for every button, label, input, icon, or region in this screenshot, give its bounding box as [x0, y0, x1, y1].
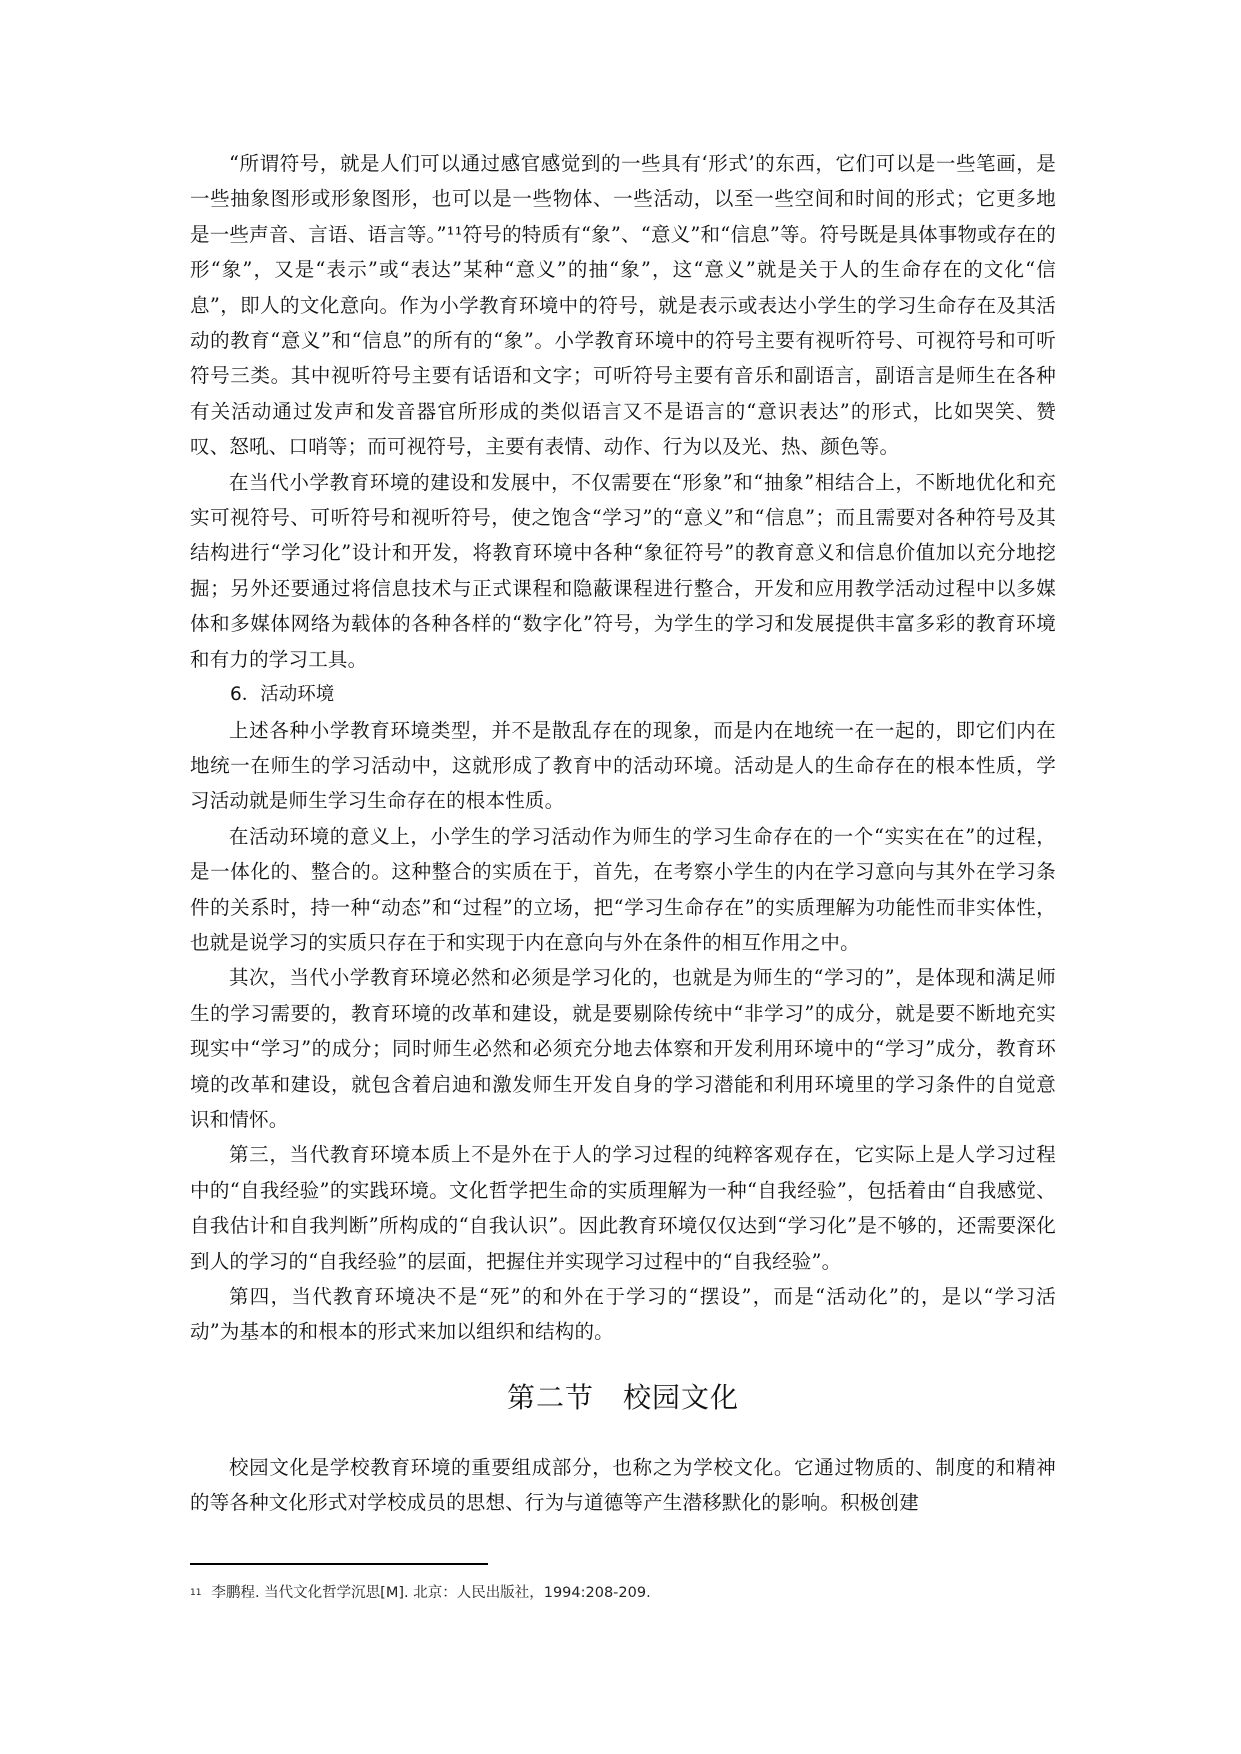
paragraph-activity-intro: 上述各种小学教育环境类型，并不是散乱存在的现象，而是内在地统一在一起的，即它们内在地统一在师生的学习活动中，这就形成了教育中的活动环境。活动是人的生命存在的根本性质，学习活动就是师生学习生命存在的根本性质。 [190, 718, 1056, 813]
paragraph-activity-fourth: 第四，当代教育环境决不是“死”的和外在于学习的“摆设”，而是“活动化”的，是以“学习活动”为基本的和根本的形式来加以组织和结构的。 [190, 1285, 1056, 1344]
footnote-number: 11 [190, 1588, 202, 1598]
footnote-divider [190, 1563, 488, 1565]
footnote-text: 李鹏程. 当代文化哲学沉思[M]. 北京：人民出版社，1994:208-209. [211, 1585, 651, 1601]
paragraph-activity-third: 第三，当代教育环境本质上不是外在于人的学习过程的纯粹客观存在，它实际上是人学习过程中的“自我经验”的实践环境。文化哲学把生命的实质理解为一种“自我经验”，包括着由“自我感觉、自我估计和自我判断”所构成的“自我认识”。因此教育环境仅仅达到“学习化”是不够的，还需要深化到人的学习的“自我经验”的层面，把握住并实现学习过程中的“自我经验”。 [190, 1143, 1056, 1273]
page-body [190, 146, 1056, 1521]
subheading-activity-environment: 6．活动环境 [230, 684, 335, 706]
paragraph-activity-first: 在活动环境的意义上，小学生的学习活动作为师生的学习生命存在的一个“实实在在”的过程，是一体化的、整合的。这种整合的实质在于，首先，在考察小学生的内在学习意向与其外在学习条件的关系时，持一种“动态”和“过程”的立场，把“学习生命存在”的实质理解为功能性而非实体性，也就是说学习的实质只存在于和实现于内在意向与外在条件的相互作用之中。 [190, 824, 1056, 954]
paragraph-symbols-definition: “所谓符号，就是人们可以通过感官感觉到的一些具有‘形式’的东西，它们可以是一些笔画，是一些抽象图形或形象图形，也可以是一些物体、一些活动，以至一些空间和时间的形式；它更多地是一些声音、言语、语言等。”¹¹符号的特质有“象”、“意义”和“信息”等。符号既是具体事物或存在的形“象”，又是“表示”或“表达”某种“意义”的抽“象”，这“意义”就是关于人的生命存在的文化“信息”，即人的文化意向。作为小学教育环境中的符号，就是表示或表达小学生的学习生命存在及其活动的教育“意义”和“信息”的所有的“象”。小学教育环境中的符号主要有视听符号、可视符号和可听符号三类。其中视听符号主要有话语和文字；可听符号主要有音乐和副语言，副语言是师生在各种有关活动通过发声和发音器官所形成的类似语言又不是语言的“意识表达”的形式，比如哭笑、赞叹、怒吼、口哨等；而可视符号，主要有表情、动作、行为以及光、热、颜色等。 [190, 152, 1056, 459]
paragraph-activity-second: 其次，当代小学教育环境必然和必须是学习化的，也就是为师生的“学习的”，是体现和满足师生的学习需要的，教育环境的改革和建设，就是要剔除传统中“非学习”的成分，就是要不断地充实现实中“学习”的成分；同时师生必然和必须充分地去体察和开发利用环境中的“学习”成分，教育环境的改革和建设，就包含着启迪和激发师生开发自身的学习潜能和利用环境里的学习条件的自觉意识和情怀。 [190, 966, 1056, 1131]
paragraph-symbols-development: 在当代小学教育环境的建设和发展中，不仅需要在“形象”和“抽象”相结合上，不断地优化和充实可视符号、可听符号和视听符号，使之饱含“学习”的“意义”和“信息”；而且需要对各种符号及其结构进行“学习化”设计和开发，将教育环境中各种“象征符号”的教育意义和信息价值加以充分地挖掘；另外还要通过将信息技术与正式课程和隐蔽课程进行整合，开发和应用教学活动过程中以多媒体和多媒体网络为载体的各种各样的“数字化”符号，为学生的学习和发展提供丰富多彩的教育环境和有力的学习工具。 [190, 470, 1056, 671]
footnote [190, 1582, 651, 1604]
paragraph-campus-culture: 校园文化是学校教育环境的重要组成部分，也称之为学校文化。它通过物质的、制度的和精神的等各种文化形式对学校成员的思想、行为与道德等产生潜移默化的影响。积极创建 [190, 1455, 1056, 1515]
section-title: 第二节 校园文化 [506, 1380, 739, 1414]
